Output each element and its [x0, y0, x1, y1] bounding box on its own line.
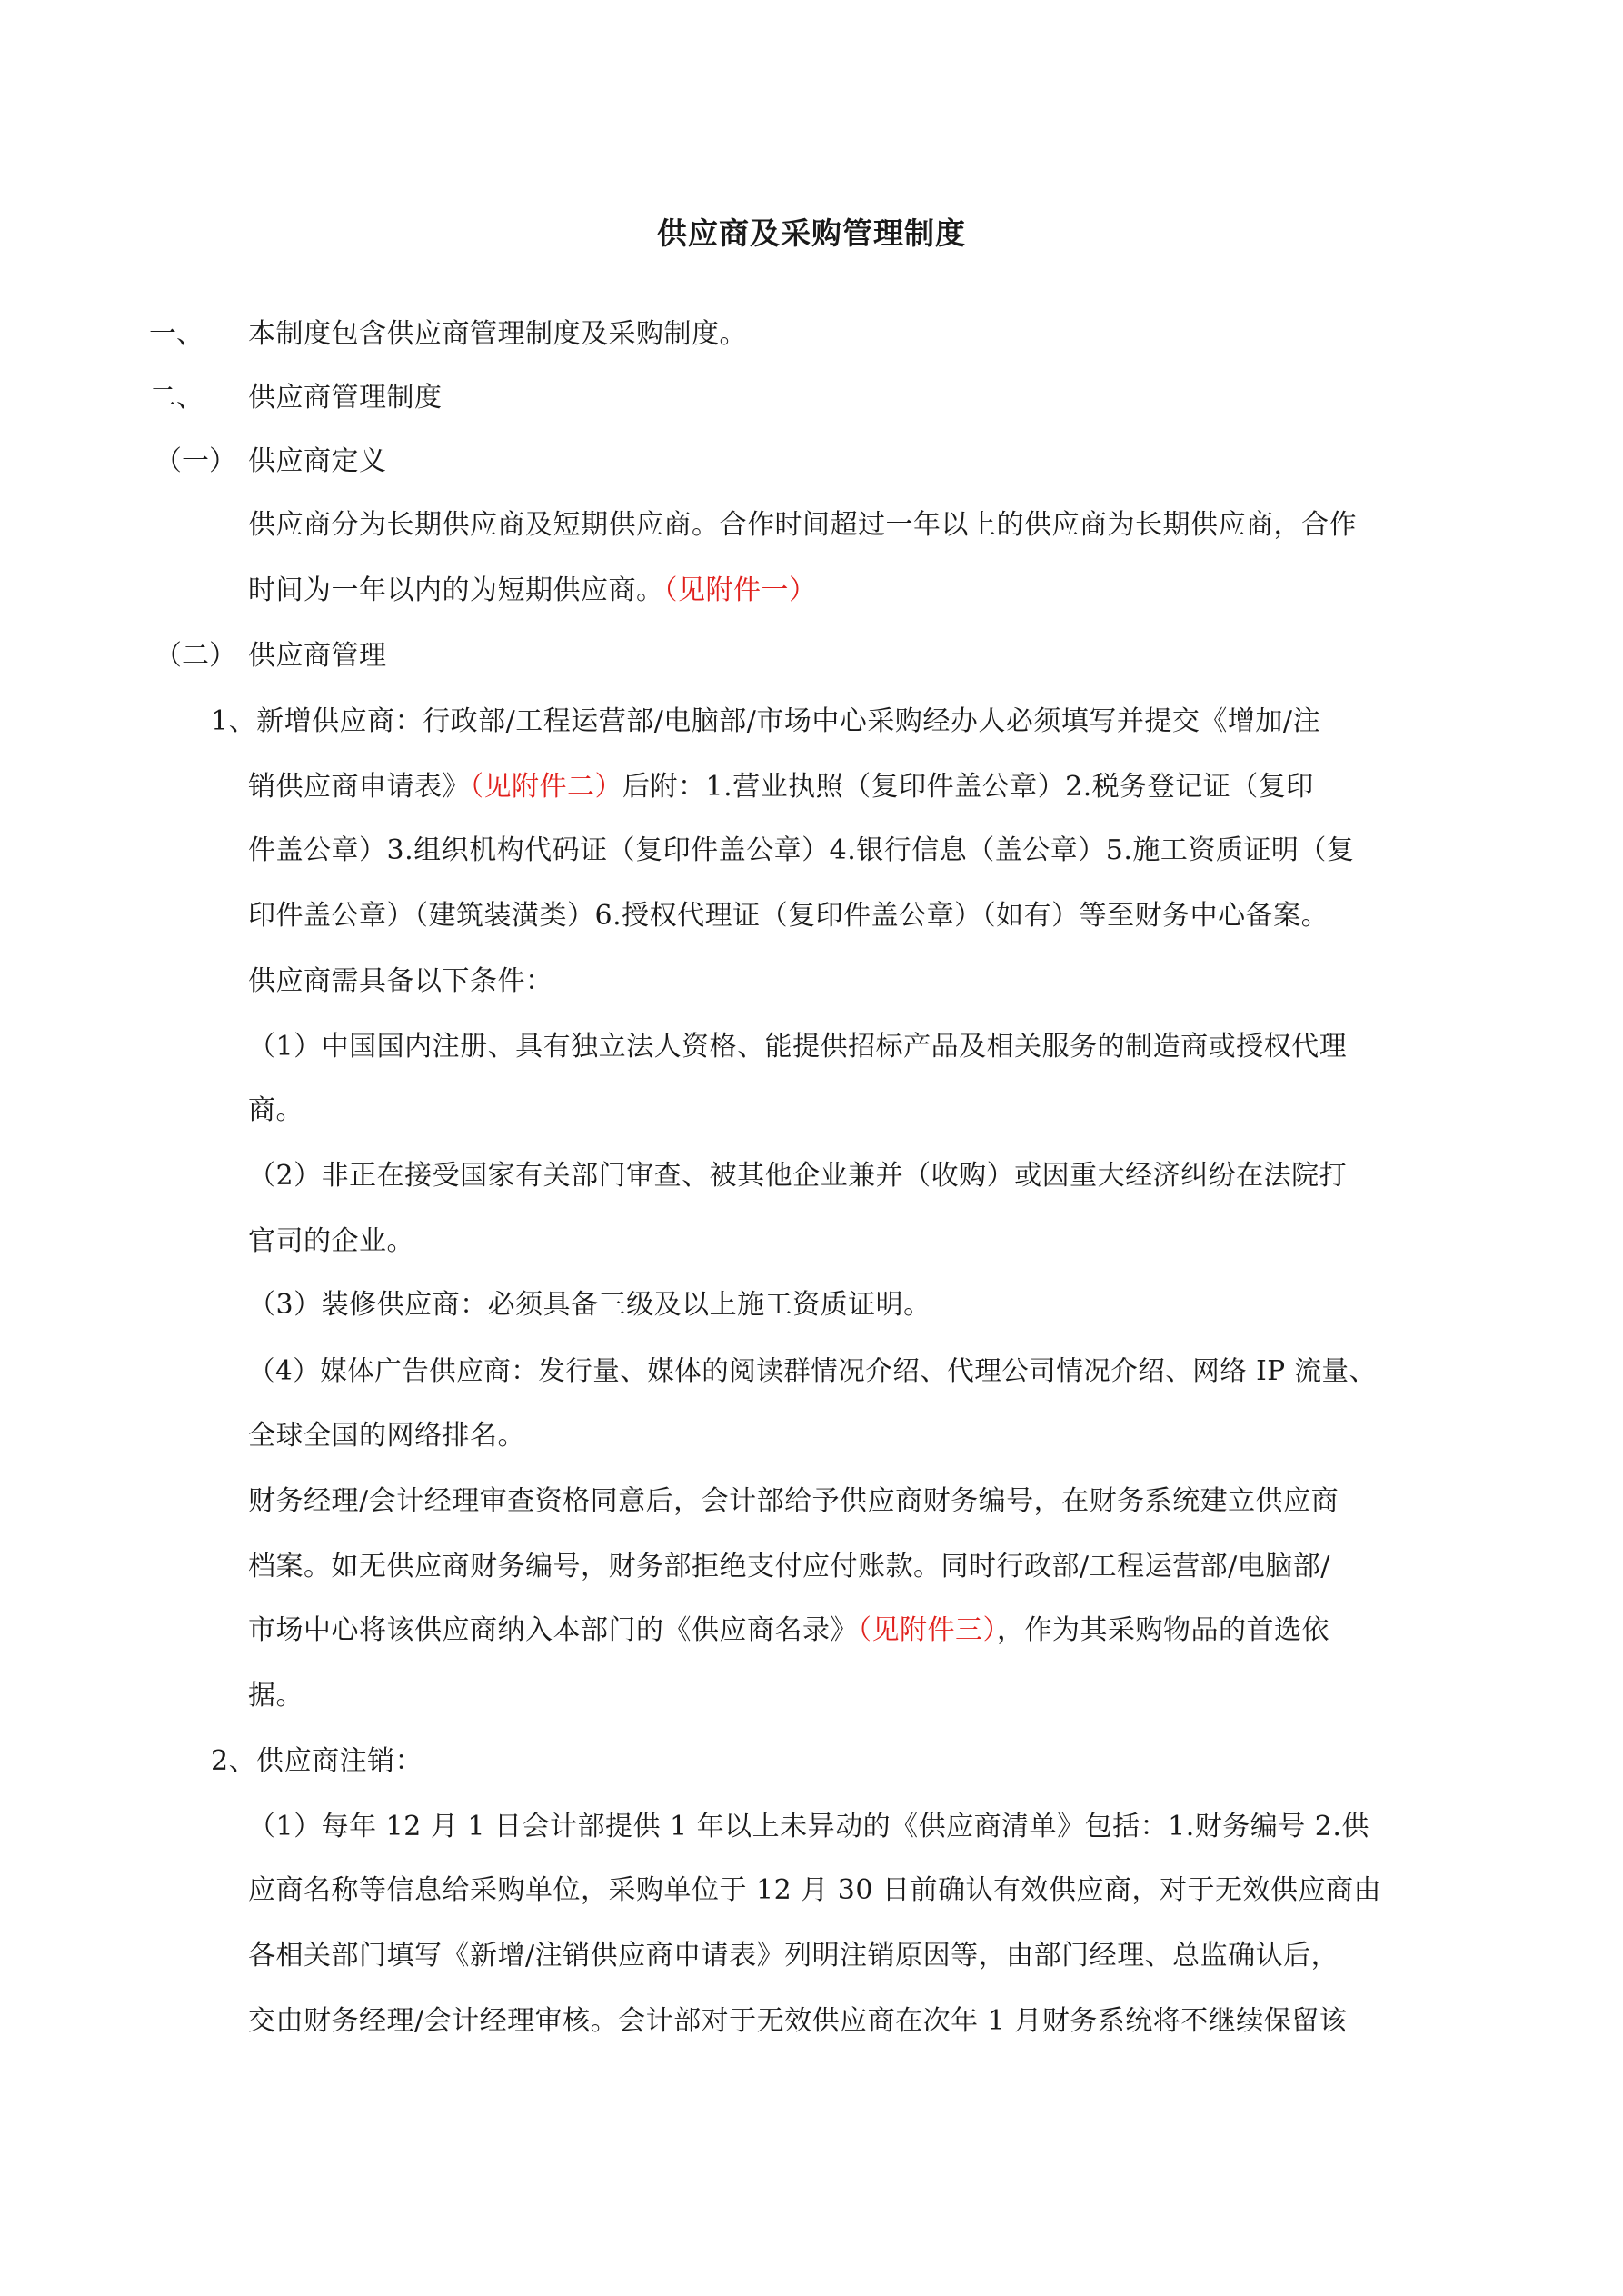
cancellation-line-3: 各相关部门填写《新增/注销供应商申请表》列明注销原因等，由部门经理、总监确认后， [248, 1940, 1339, 1972]
section-2-heading: 供应商管理制度 [248, 382, 443, 414]
item-2-heading: 2、供应商注销： [211, 1745, 423, 1777]
attachment-2-reference: （见附件二） [470, 771, 622, 803]
finance-line-2: 档案。如无供应商财务编号，财务部拒绝支付应付账款。同时行政部/工程运营部/电脑部/ [248, 1551, 1330, 1582]
finance-line-4: 据。 [248, 1680, 304, 1712]
definition-line-1: 供应商分为长期供应商及短期供应商。合作时间超过一年以上的供应商为长期供应商，合作 [248, 509, 1357, 541]
attachment-1-reference: （见附件一） [663, 574, 817, 606]
subsection-1-number: （一） [154, 445, 236, 477]
finance-line-3 [248, 1611, 1329, 1651]
cancellation-line-2: 应商名称等信息给采购单位，采购单位于 12 月 30 日前确认有效供应商，对于无效供应商由 [248, 1874, 1381, 1906]
item-1-line-5: 供应商需具备以下条件： [248, 965, 553, 997]
finance-line-1: 财务经理/会计经理审查资格同意后，会计部给予供应商财务编号，在财务系统建立供应商 [248, 1485, 1339, 1517]
section-1-text: 本制度包含供应商管理制度及采购制度。 [248, 318, 747, 350]
condition-2-line-1: （2）非正在接受国家有关部门审查、被其他企业兼并（收购）或因重大经济纠纷在法院打 [248, 1160, 1348, 1192]
item-1-line-1: 1、新增供应商：行政部/工程运营部/电脑部/市场中心采购经办人必须填写并提交《增加/注 [211, 705, 1321, 737]
cancellation-line-4: 交由财务经理/会计经理审核。会计部对于无效供应商在次年 1 月财务系统将不继续保留该 [248, 2005, 1348, 2037]
condition-4-line-2: 全球全国的网络排名。 [248, 1420, 525, 1452]
condition-4-line-1: （4）媒体广告供应商：发行量、媒体的阅读群情况介绍、代理公司情况介绍、网络 IP 流量、 [248, 1355, 1377, 1386]
item-1-line-2-tail: 后附：1.营业执照（复印件盖公章）2.税务登记证（复印 [622, 771, 1314, 803]
condition-1-line-2: 商。 [248, 1094, 304, 1126]
attachment-3-reference: （见附件三） [858, 1614, 997, 1646]
item-1-line-2-text: 销供应商申请表》 [248, 771, 470, 803]
item-1-line-3: 件盖公章）3.组织机构代码证（复印件盖公章）4.银行信息（盖公章）5.施工资质证明（复 [248, 834, 1355, 866]
finance-line-3-tail: ，作为其采购物品的首选依 [997, 1614, 1329, 1646]
section-1-number: 一、 [149, 318, 204, 350]
subsection-2-number: （二） [154, 640, 236, 672]
subsection-1-heading: 供应商定义 [248, 445, 387, 477]
finance-line-3-text: 市场中心将该供应商纳入本部门的《供应商名录》 [248, 1614, 858, 1646]
condition-1-line-1: （1）中国国内注册、具有独立法人资格、能提供招标产品及相关服务的制造商或授权代理 [248, 1031, 1348, 1063]
subsection-2-heading: 供应商管理 [248, 640, 387, 672]
item-1-line-2 [248, 767, 1314, 807]
item-1-line-4: 印件盖公章）（建筑装潢类）6.授权代理证（复印件盖公章）（如有）等至财务中心备案。 [248, 900, 1329, 932]
section-2-number: 二、 [149, 382, 204, 414]
document-title: 供应商及采购管理制度 [657, 215, 966, 251]
condition-3-line-1: （3）装修供应商：必须具备三级及以上施工资质证明。 [248, 1289, 931, 1321]
cancellation-line-1: （1）每年 12 月 1 日会计部提供 1 年以上未异动的《供应商清单》包括：1.财务编号 2.供 [248, 1811, 1369, 1842]
definition-line-2 [248, 571, 817, 611]
condition-2-line-2: 官司的企业。 [248, 1225, 414, 1257]
definition-text: 时间为一年以内的为短期供应商。 [248, 574, 664, 606]
